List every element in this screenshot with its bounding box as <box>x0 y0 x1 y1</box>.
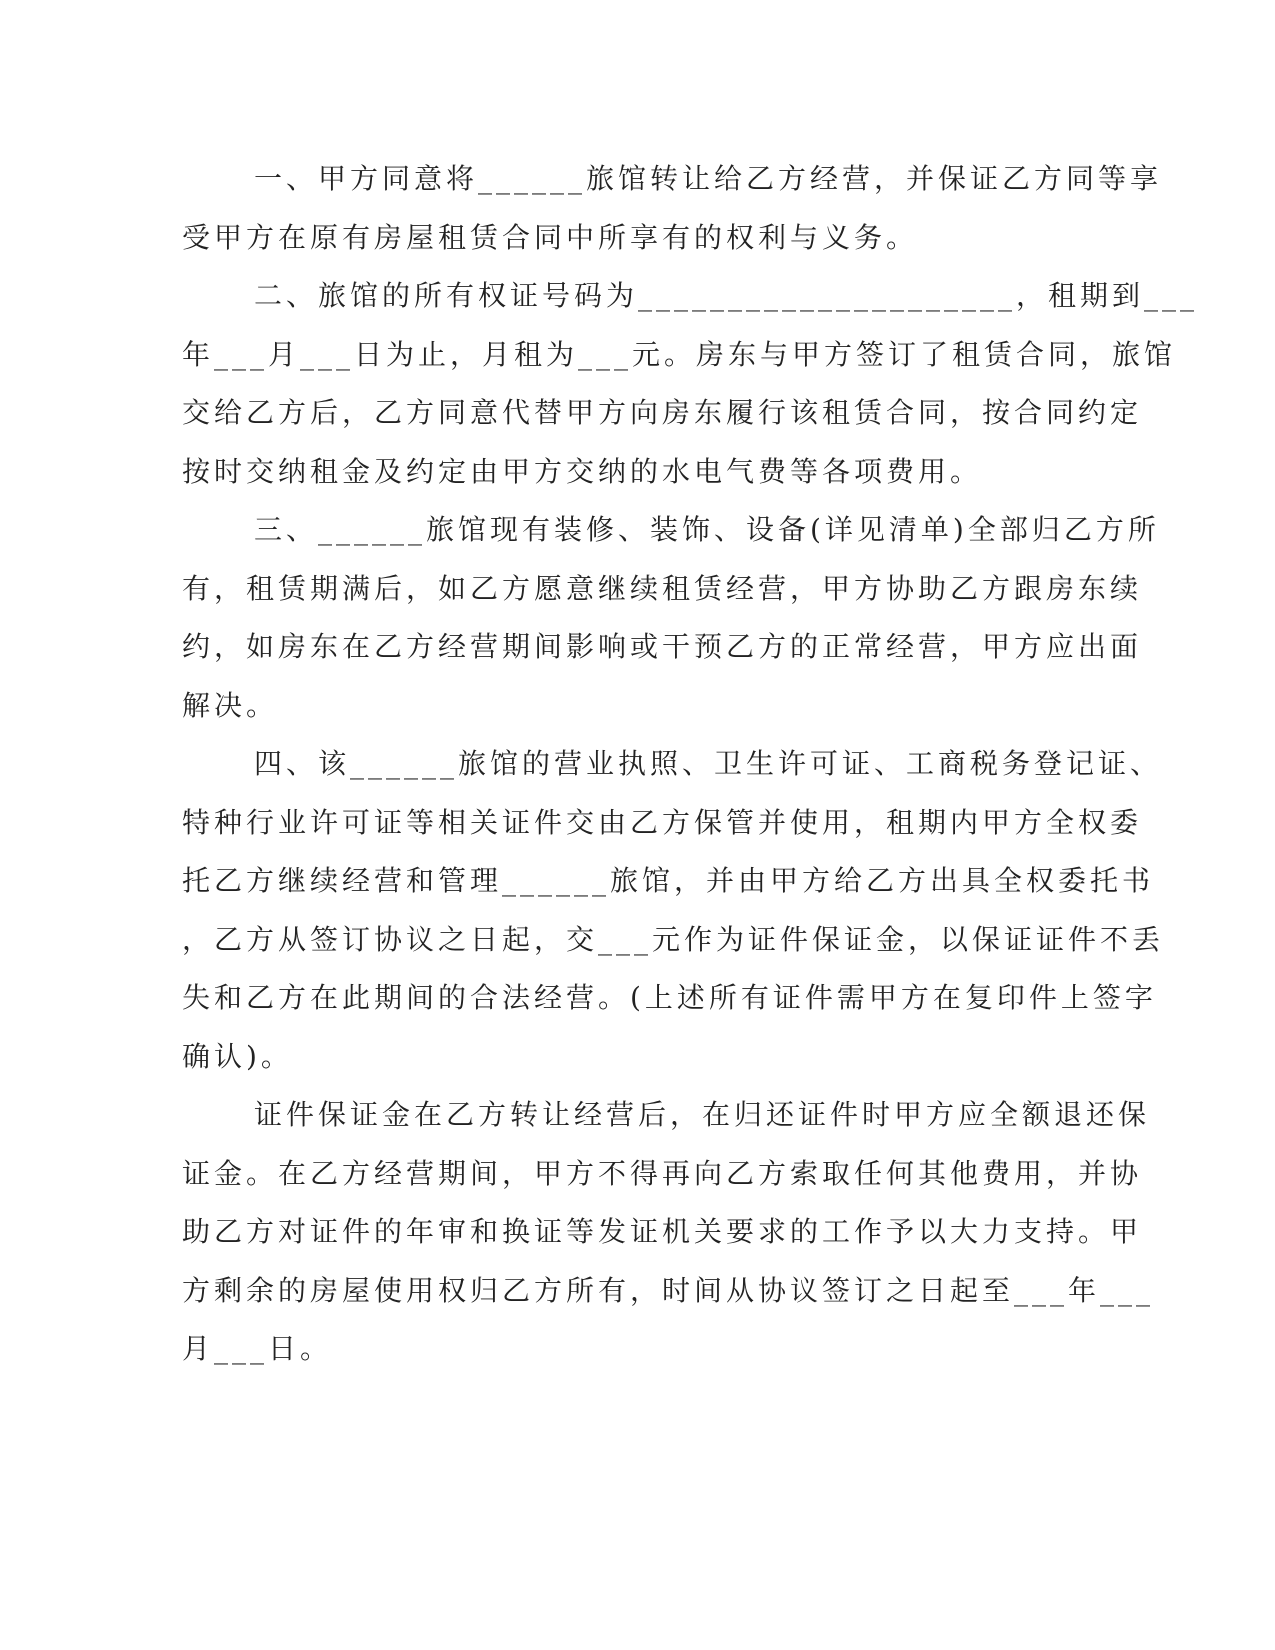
text-line: 证件保证金在乙方转让经营后，在归还证件时甲方应全额退还保 <box>254 1098 1151 1131</box>
text-line: 方剩余的房屋使用权归乙方所有，时间从协议签订之日起至___年___ <box>182 1273 1155 1307</box>
text-line: 约，如房东在乙方经营期间影响或干预乙方的正常经营，甲方应出面 <box>182 630 1143 663</box>
paragraph-5 <box>182 1086 1155 1379</box>
document-body <box>182 150 1199 1379</box>
paragraph-4 <box>182 735 1165 1086</box>
text-line: 按时交纳租金及约定由甲方交纳的水电气费等各项费用。 <box>182 454 983 488</box>
text-line: 月___日。 <box>182 1332 333 1365</box>
paragraph-1 <box>182 150 1163 267</box>
text-line: 解决。 <box>182 688 279 722</box>
text-line: 三、______旅馆现有装修、装饰、设备(详见清单)全部归乙方所 <box>254 513 1160 546</box>
text-line: 年___月___日为止，月租为___元。房东与甲方签订了租赁合同，旅馆 <box>182 337 1177 371</box>
text-line: 证金。在乙方经营期间，甲方不得再向乙方索取任何其他费用，并协 <box>182 1156 1143 1190</box>
text-line: 受甲方在原有房屋租赁合同中所享有的权利与义务。 <box>182 220 919 254</box>
text-line: 一、甲方同意将______旅馆转让给乙方经营，并保证乙方同等享 <box>254 162 1163 195</box>
text-line: 失和乙方在此期间的合法经营。(上述所有证件需甲方在复印件上签字 <box>182 981 1157 1014</box>
text-line: ，乙方从签订协议之日起，交___元作为证件保证金，以保证证件不丢 <box>182 922 1165 956</box>
text-line: 确认)。 <box>182 1039 293 1073</box>
text-line: 助乙方对证件的年审和换证等发证机关要求的工作予以大力支持。甲 <box>182 1215 1143 1248</box>
text-line: 四、该______旅馆的营业执照、卫生许可证、工商税务登记证、 <box>254 747 1163 780</box>
text-line: 二、旅馆的所有权证号码为_____________________，租期到___ <box>254 279 1199 312</box>
paragraph-3 <box>182 501 1160 735</box>
text-line: 交给乙方后，乙方同意代替甲方向房东履行该租赁合同，按合同约定 <box>182 396 1143 429</box>
paragraph-2 <box>182 267 1199 501</box>
text-line: 有，租赁期满后，如乙方愿意继续租赁经营，甲方协助乙方跟房东续 <box>182 571 1143 605</box>
text-line: 托乙方继续经营和管理______旅馆，并由甲方给乙方出具全权委托书 <box>182 864 1155 897</box>
text-line: 特种行业许可证等相关证件交由乙方保管并使用，租期内甲方全权委 <box>182 805 1143 839</box>
